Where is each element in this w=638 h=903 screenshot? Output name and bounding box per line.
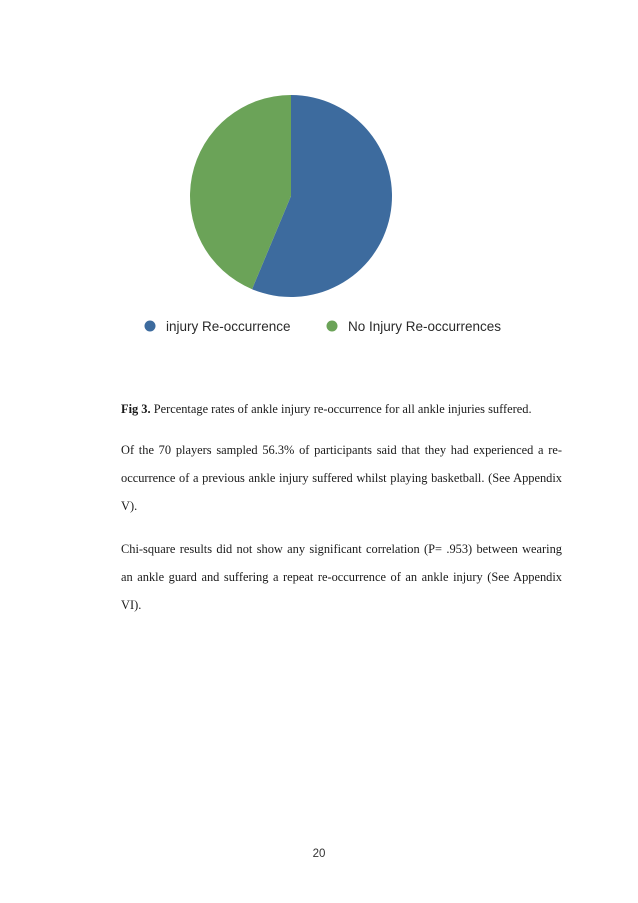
paragraph-results: Of the 70 players sampled 56.3% of participants said that they had experienced a re-occurrence of a previous ankle injury suffered whilst playing basketball. (See Appendix V).: [121, 443, 562, 513]
pie-legend: [145, 319, 502, 334]
legend-marker-0: [145, 321, 156, 332]
figure-label: Fig 3.: [121, 402, 151, 416]
pie-slices: [190, 95, 392, 297]
figure-caption-text: Percentage rates of ankle injury re-occurrence for all ankle injuries suffered.: [153, 402, 532, 416]
pie-chart: [0, 0, 638, 360]
paragraph-chi-square: Chi-square results did not show any significant correlation (P= .953) between wearing an ankle guard and suffering a repeat re-occurrence of an ankle injury (See Appendix VI).: [121, 542, 562, 612]
page-number: 20: [312, 848, 326, 860]
legend-label-1: No Injury Re-occurrences: [348, 319, 502, 334]
legend-label-0: injury Re-occurrence: [166, 319, 291, 334]
legend-marker-1: [327, 321, 338, 332]
figure-caption: [121, 395, 562, 423]
